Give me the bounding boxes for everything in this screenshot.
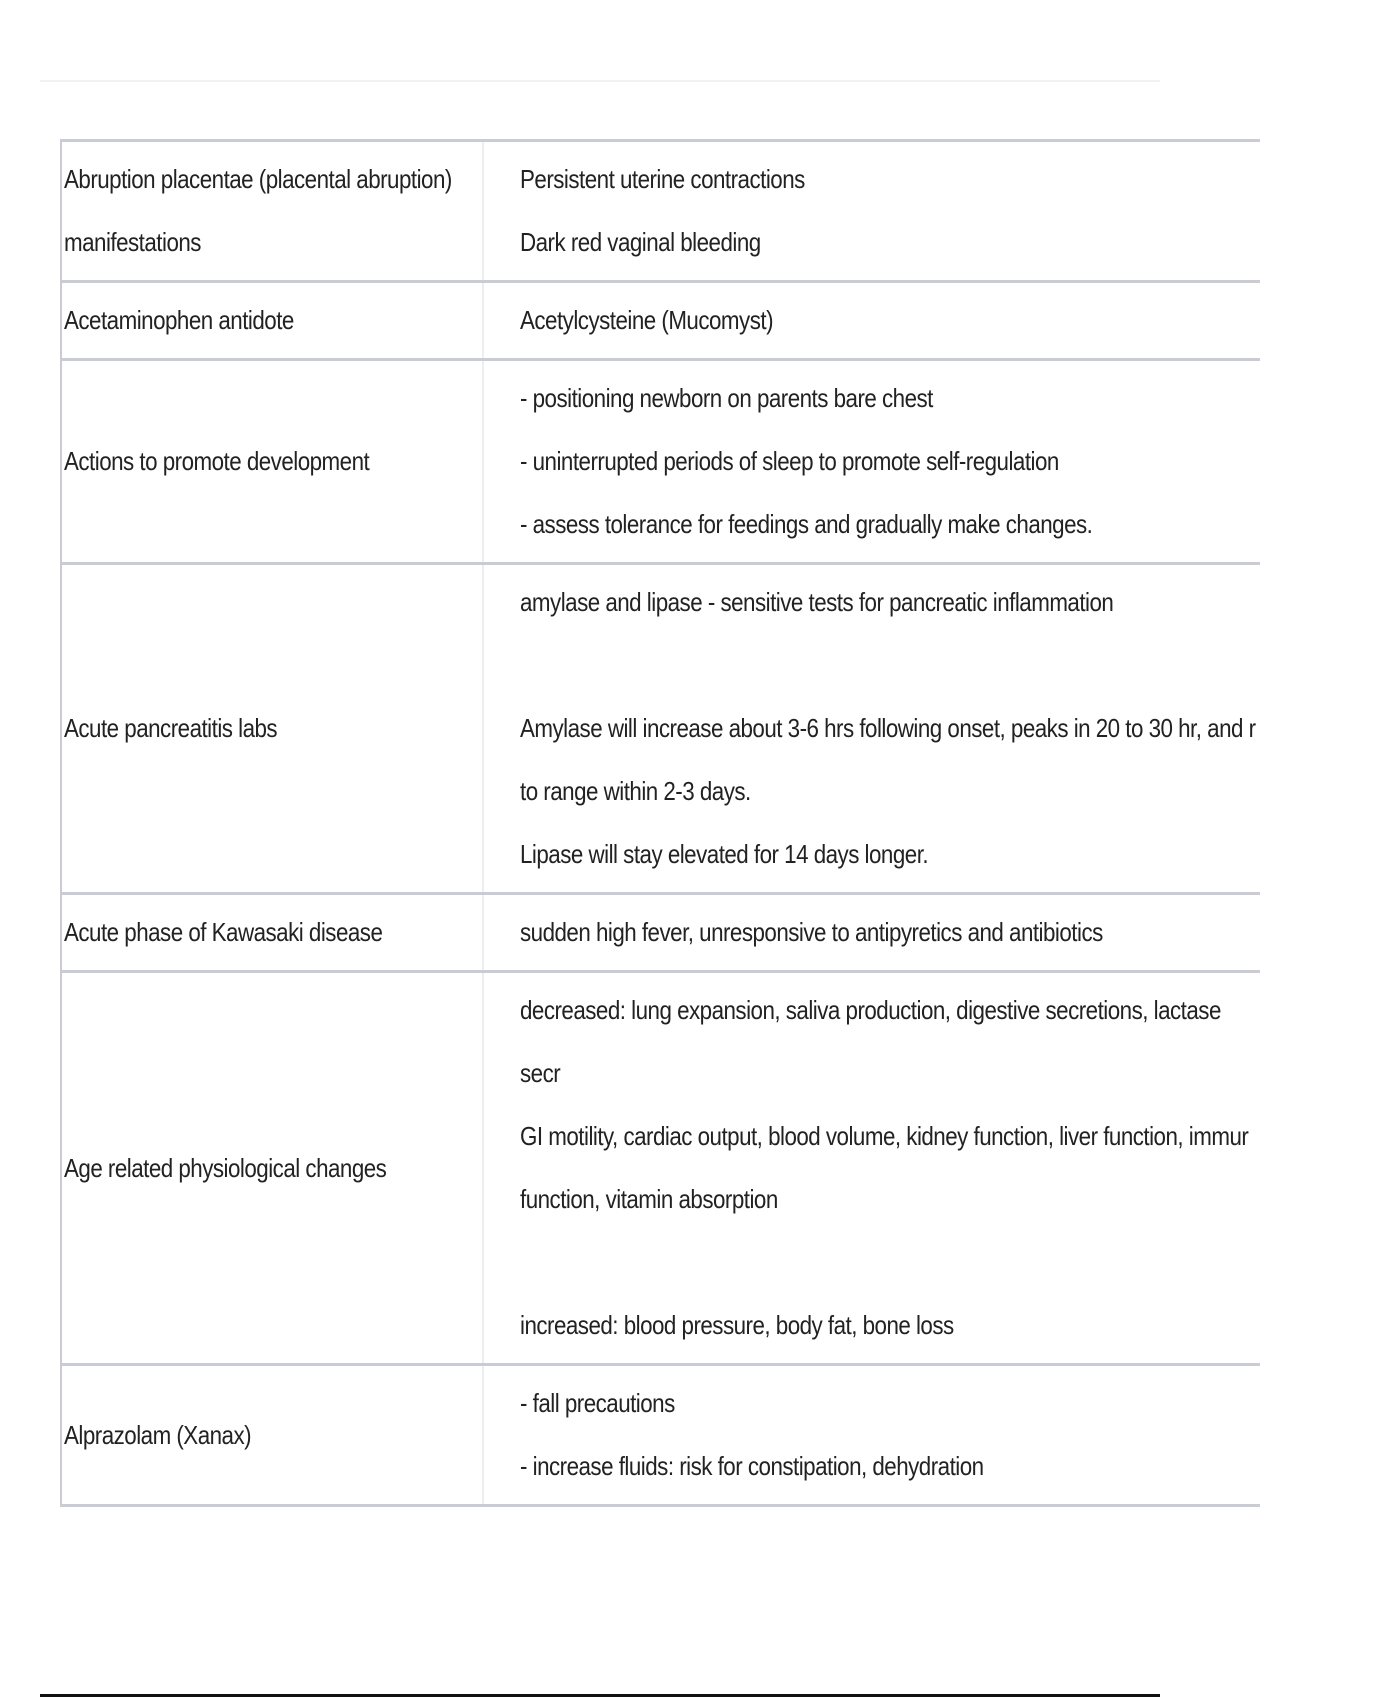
definition-text: sudden high fever, unresponsive to antipyretics and antibiotics xyxy=(520,917,1103,947)
table-row xyxy=(61,564,1260,894)
term-text: Acute pancreatitis labs xyxy=(64,713,278,743)
term-cell xyxy=(61,894,483,972)
definition-text: - positioning newborn on parents bare chest - uninterrupted periods of sleep to promote self-regulation - assess tolerance for feedings and gradually make changes. xyxy=(520,383,1093,539)
definition-cell xyxy=(483,564,1260,894)
definition-text: decreased: lung expansion, saliva production, digestive secretions, lactase secr GI motility, cardiac output, blood volume, kidney function, liver function, immur function, vitamin absorption increased: blood pressure, body fat, bone loss xyxy=(520,995,1249,1340)
term-text: Acute phase of Kawasaki disease xyxy=(64,917,383,947)
term-text: Acetaminophen antidote xyxy=(64,305,294,335)
definition-cell xyxy=(483,141,1260,282)
definition-cell xyxy=(483,894,1260,972)
bottom-divider xyxy=(40,1694,1160,1697)
table-row xyxy=(61,141,1260,282)
term-cell xyxy=(61,1365,483,1506)
definition-cell xyxy=(483,972,1260,1365)
top-divider xyxy=(40,80,1160,82)
table-row xyxy=(61,282,1260,360)
flashcard-table-container xyxy=(60,139,1256,1507)
table-row xyxy=(61,972,1260,1365)
term-text: Alprazolam (Xanax) xyxy=(64,1419,252,1450)
definition-text: amylase and lipase - sensitive tests for pancreatic inflammation Amylase will increase about 3-6 hrs following onset, peaks in 20 to 30 hr, and r to range within 2-3 days. Lipase will stay elevated for 14 days longer. xyxy=(520,587,1256,869)
definition-text: - fall precautions - increase fluids: risk for constipation, dehydration xyxy=(520,1388,984,1481)
term-text: Abruption placentae (placental abruption) manifestations xyxy=(64,164,452,257)
term-cell xyxy=(61,972,483,1365)
definition-cell xyxy=(483,360,1260,564)
term-cell xyxy=(61,564,483,894)
definition-cell xyxy=(483,282,1260,360)
definition-cell xyxy=(483,1365,1260,1506)
table-row xyxy=(61,360,1260,564)
term-cell xyxy=(61,282,483,360)
term-text: Age related physiological changes xyxy=(64,1152,387,1183)
definition-text: Persistent uterine contractions Dark red vaginal bleeding xyxy=(520,164,805,257)
term-text: Actions to promote development xyxy=(64,446,370,476)
term-cell xyxy=(61,360,483,564)
term-cell xyxy=(61,141,483,282)
flashcard-table xyxy=(60,139,1260,1507)
table-row xyxy=(61,1365,1260,1506)
definition-text: Acetylcysteine (Mucomyst) xyxy=(520,305,774,335)
table-row xyxy=(61,894,1260,972)
